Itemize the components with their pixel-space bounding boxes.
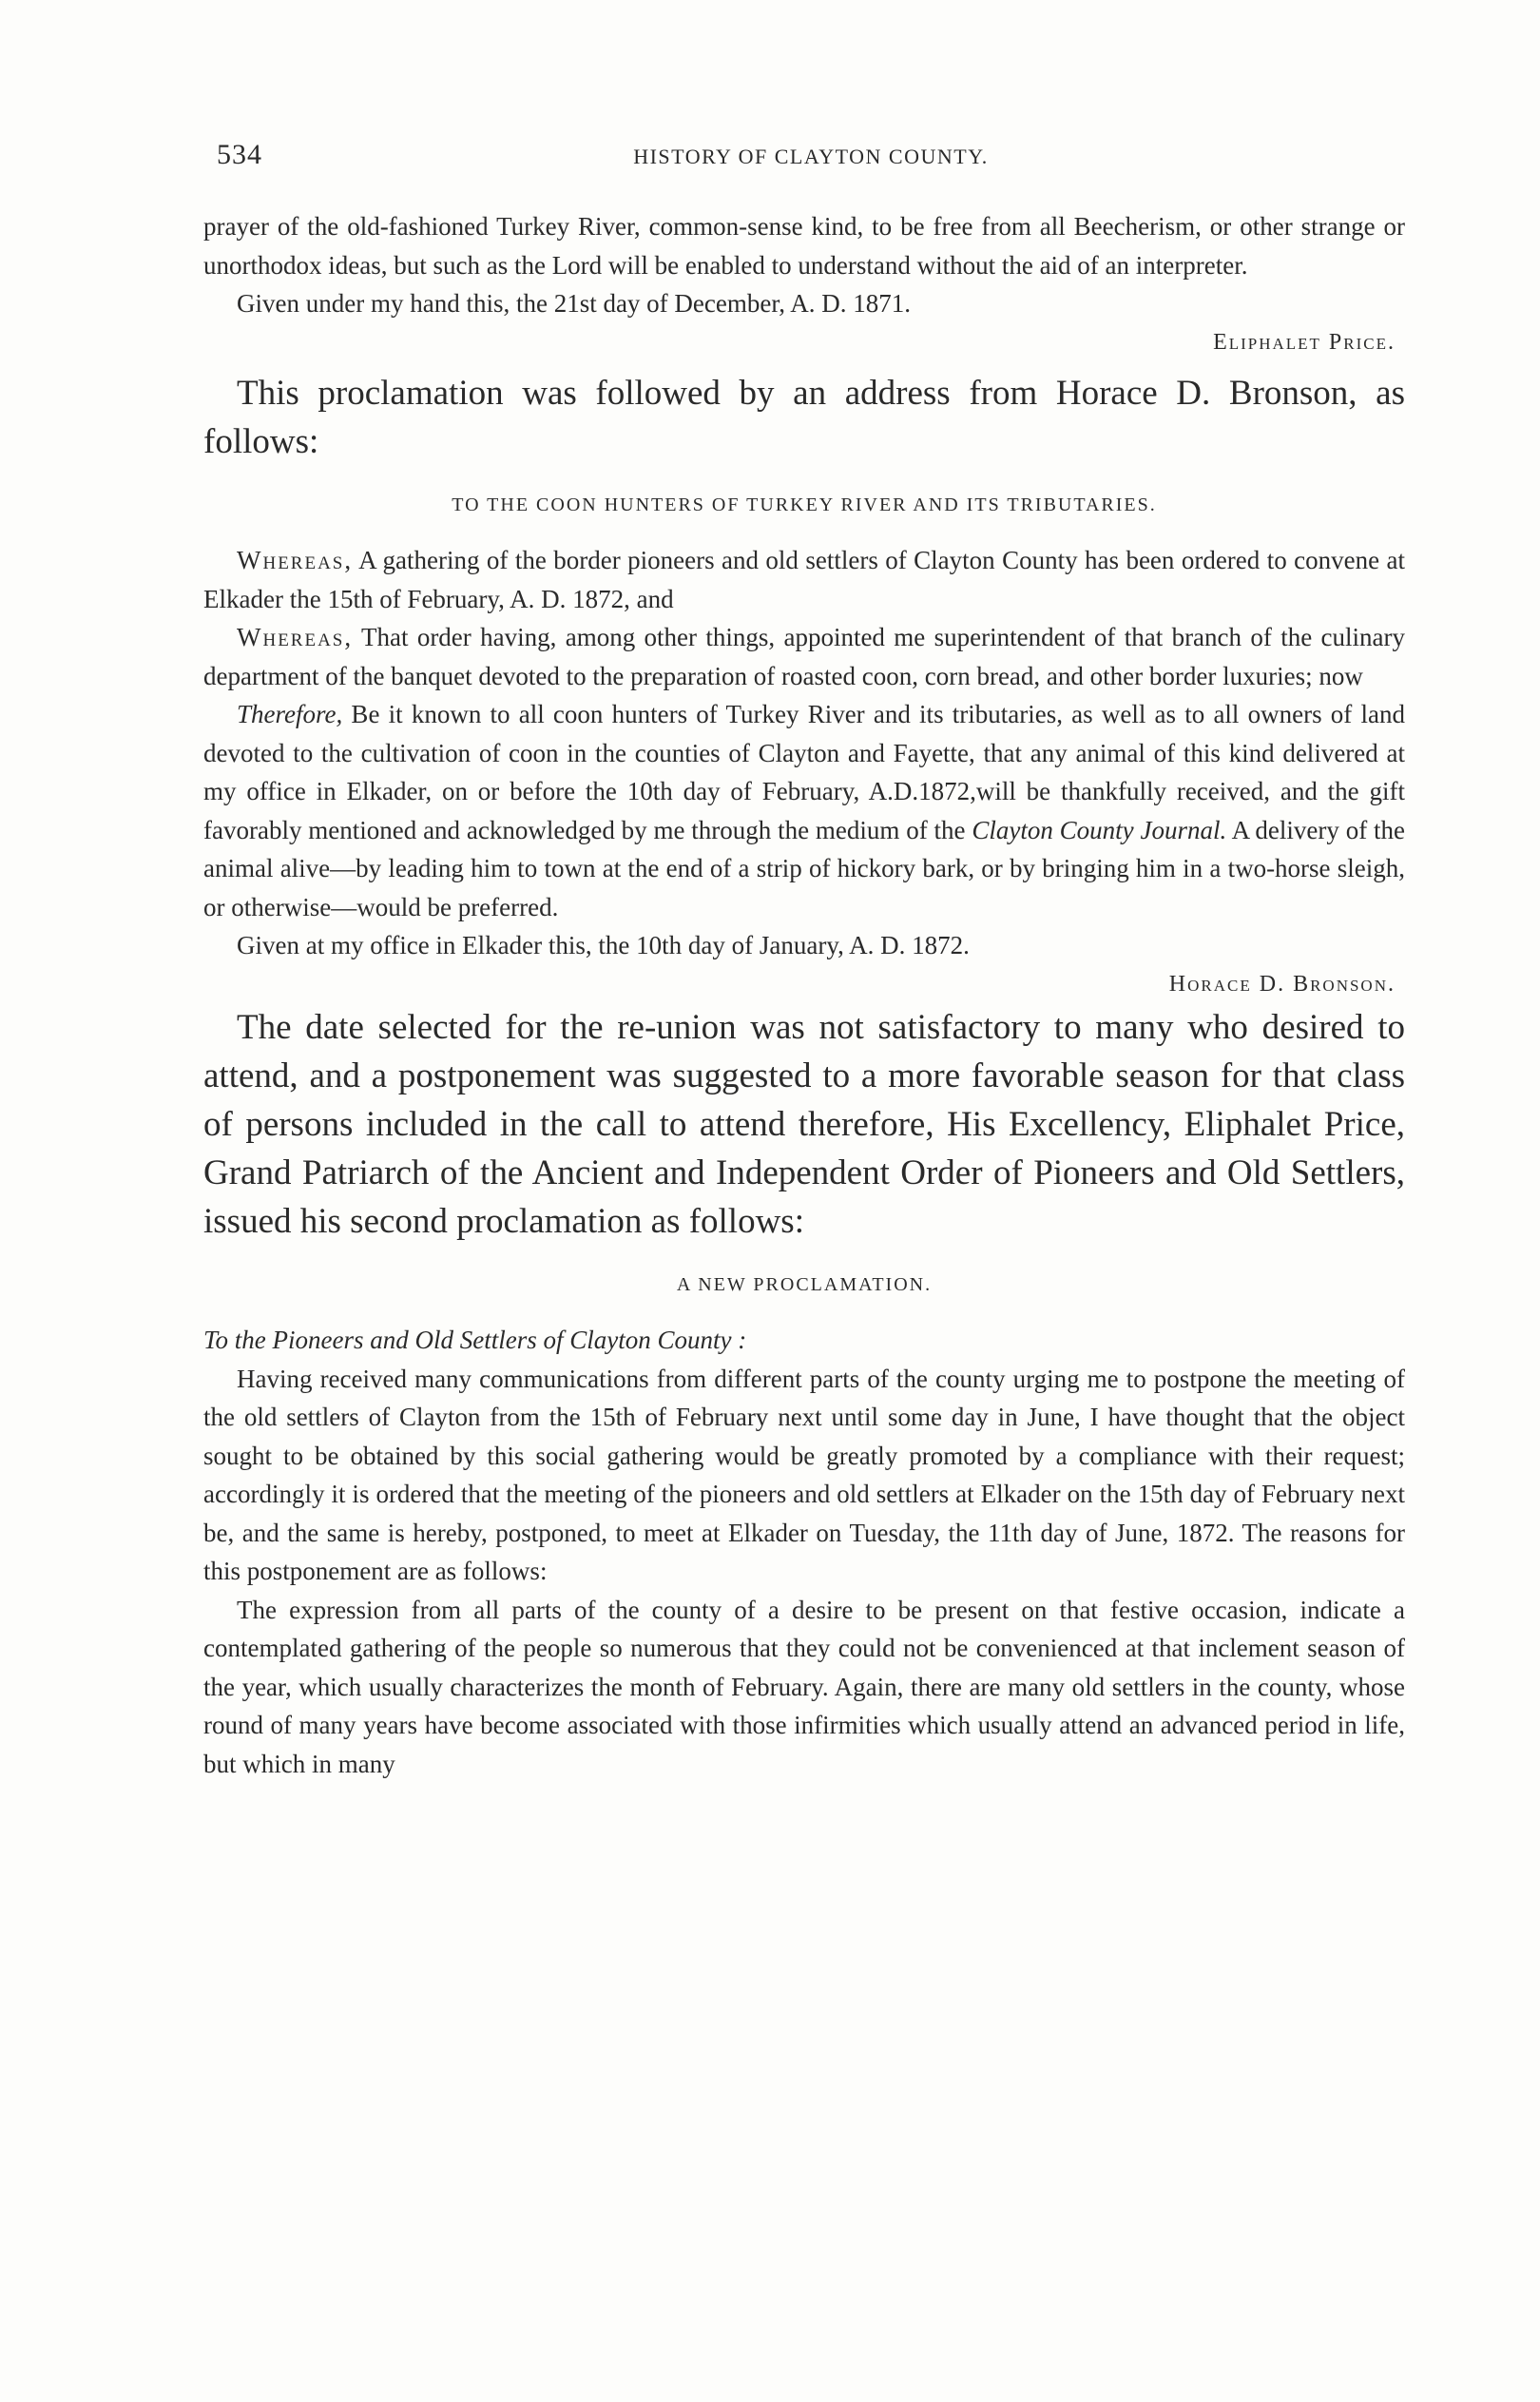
paragraph-given-1: Given under my hand this, the 21st day of December, A. D. 1871. [237,289,912,318]
therefore-text-b: A delivery of the animal alive—by leading him to town at the end of a strip of hickory bark, or by bringing him in a two-horse sleigh, or otherwise—would be preferred. [203,815,1405,921]
paragraph-whereas-2 [203,618,1405,695]
page-number: 534 [217,139,262,170]
heading-coon-hunters: TO THE COON HUNTERS OF TURKEY RIVER AND ITS TRIBUTARIES. [452,494,1157,515]
paragraph-given-2: Given at my office in Elkader this, the 10th day of January, A. D. 1872. [237,931,970,959]
page-header [217,139,1405,177]
paragraph-reunion-date: The date selected for the re-union was not satisfactory to many who desired to attend, and a postponement was suggested to a more favorable season for that class of persons included in the call to attend therefore, His Excellency, Eliphalet Price, Grand Patriarch of the Ancient and Independent Order of Pioneers and Old Settlers, issued his second proclamation as follows: [203,1008,1405,1241]
salutation: To the Pioneers and Old Settlers of Clayton County : [203,1326,747,1354]
signature-price: Eliphalet Price. [1213,329,1396,355]
journal-title: Clayton County Journal. [972,815,1227,844]
whereas-lead: Whereas, [237,546,354,574]
therefore-lead: Therefore, [237,700,343,728]
paragraph-whereas-1 [203,541,1405,618]
whereas-text: A gathering of the border pioneers and old settlers of Clayton County has been ordered to convene at Elkader the 15th of February, A. D. 1872, and [203,546,1405,613]
heading-new-proclamation: A NEW PROCLAMATION. [676,1274,933,1295]
paragraph-prayer: prayer of the old-fashioned Turkey River, common-sense kind, to be free from all Beecherism, or other strange or unorthodox ideas, but such as the Lord will be enabled to understand without the aid of an interpreter. [203,212,1405,280]
paragraph-reasons: The expression from all parts of the county of a desire to be present on that festive occasion, indicate a contemplated gathering of the people so numerous that they could not be convenienced at that inclement season of the year, which usually characterizes the month of February. Again, there are many old settlers in the county, whose round of many years have become associated with those infirmities which usually attend an advanced period in life, but which in many [203,1595,1405,1778]
signature-bronson: Horace D. Bronson. [1168,971,1396,997]
running-head: HISTORY OF CLAYTON COUNTY. [633,145,989,168]
therefore-text-a: Be it known to all coon hunters of Turkey River and its tributaries, as well as to all owners of land devoted to the cultivation of coon in the counties of Clayton and Fayette, that any animal of this kind delivered at my office in Elkader, on or before the 10th day of February, A.D.1872,will be thankfully received, and the gift favorably mentioned and acknowledged by me through the medium of the [203,700,1405,844]
whereas-lead: Whereas, [237,623,354,651]
paragraph-address-intro: This proclamation was followed by an address from Horace D. Bronson, as follows: [203,374,1405,461]
paragraph-therefore [203,695,1405,926]
page-body [203,207,1405,1783]
whereas-text: That order having, among other things, appointed me superintendent of that branch of the culinary department of the banquet devoted to the preparation of roasted coon, corn bread, and other border luxuries; now [203,623,1405,690]
paragraph-postpone: Having received many communications from different parts of the county urging me to postpone the meeting of the old settlers of Clayton from the 15th of February next until some day in June, I have thought that the object sought to be obtained by this social gathering would be greatly promoted by a compliance with their request; accordingly it is ordered that the meeting of the pioneers and old settlers at Elkader on the 15th day of February next be, and the same is hereby, postponed, to meet at Elkader on Tuesday, the 11th day of June, 1872. The reasons for this postponement are as follows: [203,1364,1405,1585]
